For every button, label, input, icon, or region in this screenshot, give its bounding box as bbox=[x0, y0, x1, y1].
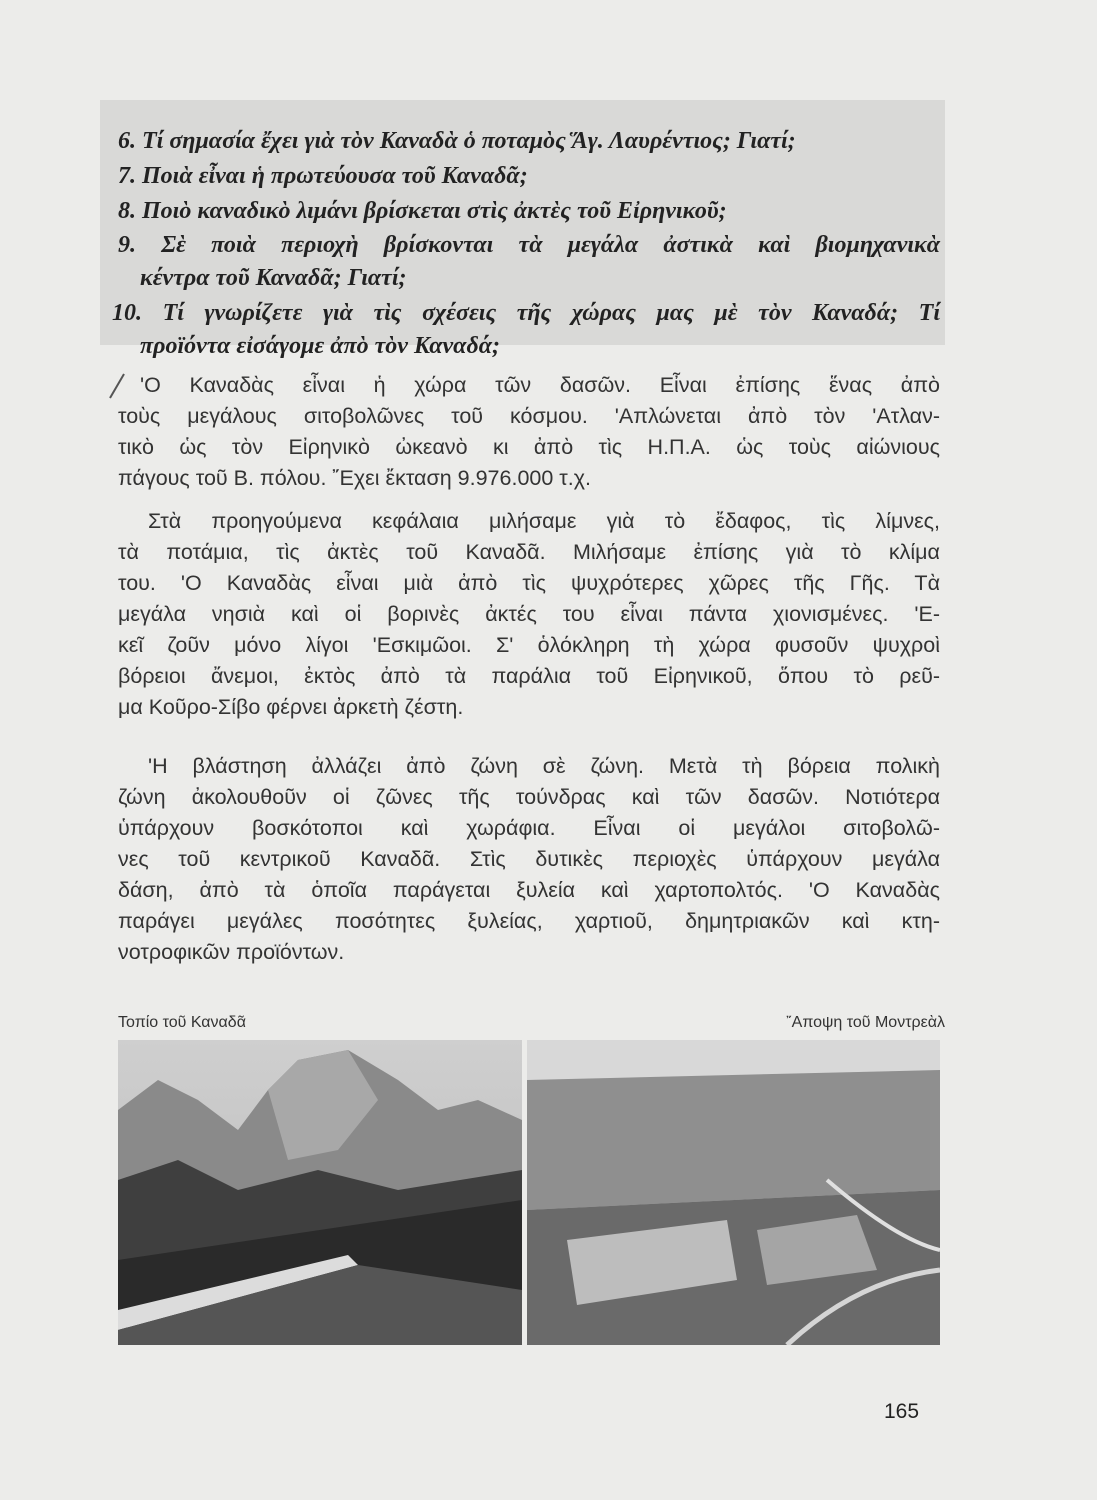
text-line: 'Η βλάστηση ἀλλάζει ἀπὸ ζώνη σὲ ζώνη. Μετὰ τὴ βόρεια πολικὴ bbox=[148, 754, 940, 778]
text-line: ζώνη ἀκολουθοῦν οἱ ζῶνες τῆς τούνδρας καὶ τῶν δασῶν. Νοτιότερα bbox=[118, 785, 940, 809]
photo-montreal-view bbox=[527, 1040, 940, 1345]
photo-canada-landscape bbox=[118, 1040, 522, 1345]
text-line: τικὸ ὡς τὸν Εἰρηνικὸ ὠκεανὸ κι ἀπὸ τὶς Η.Π.Α. ὡς τοὺς αἰώνιους bbox=[118, 435, 940, 459]
text-line: μεγάλα νησιὰ καὶ οἱ βορινὲς ἀκτές του εἶναι πάντα χιονισμένες. 'Ε- bbox=[118, 602, 940, 626]
text-line: βόρειοι ἄνεμοι, ἐκτὸς ἀπὸ τὰ παράλια τοῦ Εἰρηνικοῦ, ὅπου τὸ ρεῦ- bbox=[118, 664, 940, 688]
text-line: δάση, ἀπὸ τὰ ὁποῖα παράγεται ξυλεία καὶ χαρτοπολτός. 'Ο Καναδὰς bbox=[118, 878, 940, 902]
question-9-cont: κέντρα τοῦ Καναδᾶ; Γιατί; bbox=[140, 265, 407, 291]
text-line: του. 'Ο Καναδὰς εἶναι μιὰ ἀπὸ τὶς ψυχρότερες χῶρες τῆς Γῆς. Τὰ bbox=[118, 571, 940, 595]
text-line: τοὺς μεγάλους σιτοβολῶνες τοῦ κόσμου. 'Απλώνεται ἀπὸ τὸν 'Ατλαν- bbox=[118, 404, 940, 428]
caption-right: ῎Αποψη τοῦ Μοντρεὰλ bbox=[786, 1014, 945, 1031]
text-line: τὰ ποτάμια, τὶς ἀκτὲς τοῦ Καναδᾶ. Μιλήσαμε ἐπίσης γιὰ τὸ κλίμα bbox=[118, 540, 940, 564]
question-6: 6. Τί σημασία ἔχει γιὰ τὸν Καναδὰ ὁ ποταμὸς Ἅγ. Λαυρέντιος; Γιατί; bbox=[118, 128, 796, 154]
text-line: 'Ο Καναδὰς εἶναι ἡ χώρα τῶν δασῶν. Εἶναι ἐπίσης ἕνας ἀπὸ bbox=[140, 373, 940, 397]
question-7: 7. Ποιὰ εἶναι ἡ πρωτεύουσα τοῦ Καναδᾶ; bbox=[118, 163, 528, 189]
question-8: 8. Ποιὸ καναδικὸ λιμάνι βρίσκεται στὶς ἀκτὲς τοῦ Εἰρηνικοῦ; bbox=[118, 198, 727, 224]
text-line: νες τοῦ κεντρικοῦ Καναδᾶ. Στὶς δυτικὲς περιοχὲς ὑπάρχουν μεγάλα bbox=[118, 847, 940, 871]
text-line: κεῖ ζοῦν μόνο λίγοι 'Εσκιμῶοι. Σ' ὁλόκληρη τὴ χώρα φυσοῦν ψυχροὶ bbox=[118, 633, 940, 657]
question-10-cont: προϊόντα εἰσάγομε ἀπὸ τὸν Καναδά; bbox=[140, 333, 500, 359]
text-line: μα Κοῦρο-Σίβο φέρνει ἀρκετὴ ζέστη. bbox=[118, 695, 464, 719]
pencil-mark-icon bbox=[108, 370, 128, 400]
page-number: 165 bbox=[884, 1400, 920, 1423]
caption-left: Τοπίο τοῦ Καναδᾶ bbox=[118, 1014, 246, 1031]
question-10: 10. Τί γνωρίζετε γιὰ τὶς σχέσεις τῆς χώρας μας μὲ τὸν Καναδά; Τί bbox=[112, 300, 940, 326]
text-line: παράγει μεγάλες ποσότητες ξυλείας, χαρτιοῦ, δημητριακῶν καὶ κτη- bbox=[118, 909, 940, 933]
text-line: ὑπάρχουν βοσκότοποι καὶ χωράφια. Εἶναι οἱ μεγάλοι σιτοβολῶ- bbox=[118, 816, 940, 840]
text-line: Στὰ προηγούμενα κεφάλαια μιλήσαμε γιὰ τὸ ἔδαφος, τὶς λίμνες, bbox=[148, 509, 940, 533]
question-9: 9. Σὲ ποιὰ περιοχὴ βρίσκονται τὰ μεγάλα ἀστικὰ καὶ βιομηχανικὰ bbox=[118, 232, 940, 258]
text-line: νοτροφικῶν προϊόντων. bbox=[118, 940, 345, 964]
text-line: πάγους τοῦ Β. πόλου. ῎Εχει ἔκταση 9.976.000 τ.χ. bbox=[118, 466, 592, 490]
